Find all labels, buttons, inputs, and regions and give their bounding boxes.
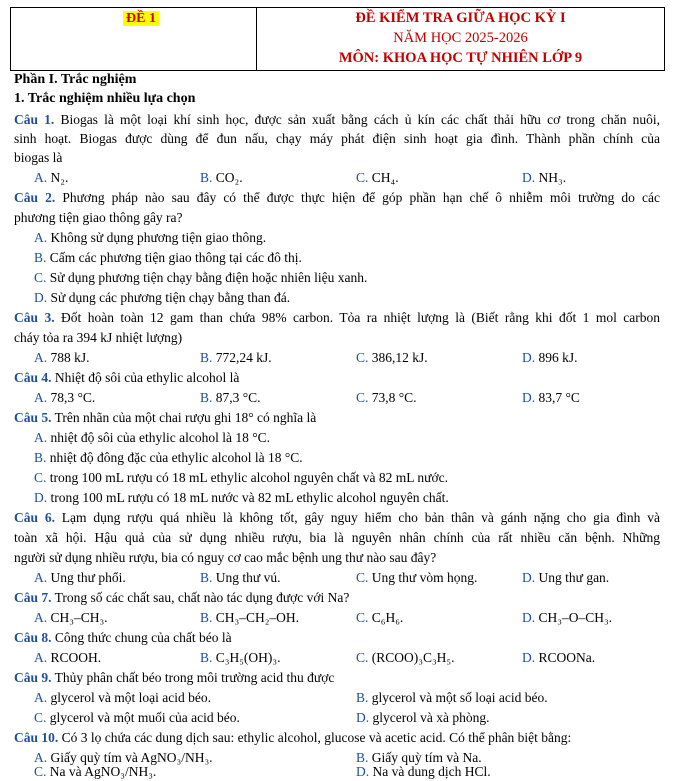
option-letter: A.	[34, 350, 48, 365]
q8-option-a	[34, 649, 101, 667]
q2-option-a	[34, 229, 266, 247]
q7-option-a	[34, 609, 108, 627]
question-number: Câu 3.	[14, 310, 55, 325]
option-letter: B.	[356, 690, 369, 705]
option-letter: B.	[200, 650, 213, 665]
q8-option-c	[356, 649, 455, 667]
option-letter: B.	[200, 170, 213, 185]
q5-option-c	[34, 469, 448, 487]
q1-option-d	[522, 169, 566, 187]
option-text: CH₃–O–CH₃.	[538, 610, 613, 625]
option-letter: A.	[34, 650, 48, 665]
option-text: CO₂.	[215, 170, 243, 185]
option-text: 386,12 kJ.	[371, 350, 428, 365]
q3-option-b	[200, 349, 272, 367]
q10-option-c	[34, 763, 156, 781]
q2-option-d	[34, 289, 290, 307]
option-text: nhiệt độ đông đặc của ethylic alcohol là 18 °C.	[49, 450, 303, 465]
option-letter: D.	[522, 390, 536, 405]
option-letter: A.	[34, 390, 48, 405]
option-letter: B.	[200, 570, 213, 585]
option-letter: D.	[34, 290, 48, 305]
q1-option-a	[34, 169, 68, 187]
option-text: 772,24 kJ.	[215, 350, 272, 365]
option-text: 73,8 °C.	[371, 390, 417, 405]
question-2-line-2: phương tiện giao thông gây ra?	[14, 210, 183, 225]
option-letter: B.	[200, 350, 213, 365]
option-text: nhiệt độ sôi của ethylic alcohol là 18 °C.	[50, 430, 270, 445]
q1-option-c	[356, 169, 399, 187]
question-number: Câu 9.	[14, 670, 52, 685]
q9-option-d	[356, 709, 489, 727]
option-letter: C.	[356, 570, 369, 585]
option-text: Sử dụng các phương tiện chạy bằng than đá.	[50, 290, 291, 305]
q4-option-c	[356, 389, 417, 407]
q2-option-b	[34, 249, 302, 267]
q6-option-b	[200, 569, 280, 587]
q4-option-b	[200, 389, 261, 407]
option-letter: A.	[34, 610, 48, 625]
option-letter: D.	[356, 764, 370, 779]
question-text: Có 3 lọ chứa các dung dịch sau: ethylic alcohol, glucose và acetic acid. Có thể phân biệt bằng:	[61, 730, 572, 745]
option-text: Ung thư vú.	[215, 570, 281, 585]
header-left-cell	[11, 8, 257, 70]
question-3-line-2: cháy tỏa ra 394 kJ nhiệt lượng)	[14, 330, 183, 345]
question-number: Câu 6.	[14, 510, 55, 525]
option-letter: C.	[356, 650, 369, 665]
question-10-line-1	[14, 729, 660, 747]
question-7-line-1	[14, 589, 660, 607]
question-text: Biogas là một loại khí sinh học, được sản xuất bằng cách ủ kín các chất thải hữu cơ trong chăn nuôi,	[60, 112, 660, 127]
question-5-line-1	[14, 409, 660, 427]
option-letter: A.	[34, 430, 48, 445]
option-text: Sử dụng phương tiện chạy bằng điện hoặc nhiên liệu xanh.	[49, 270, 368, 285]
question-text: Trên nhãn của một chai rượu ghi 18° có nghĩa là	[54, 410, 317, 425]
option-letter: D.	[522, 610, 536, 625]
question-1-line-1	[14, 111, 660, 129]
option-text: 83,7 °C	[538, 390, 580, 405]
option-letter: C.	[356, 610, 369, 625]
question-text: Đốt hoàn toàn 12 gam than chứa 98% carbon. Tỏa ra nhiệt lượng là (Biết rằng khi đốt 1 mol carbon	[61, 310, 660, 325]
option-letter: A.	[34, 570, 48, 585]
option-text: glycerol và một loại acid béo.	[50, 690, 211, 705]
question-text: Thủy phân chất béo trong môi trường acid thu được	[54, 670, 335, 685]
header-right-cell	[257, 8, 664, 70]
question-3-line-1	[14, 309, 660, 327]
option-letter: C.	[356, 170, 369, 185]
question-1-line-3: biogas là	[14, 150, 63, 165]
question-6-line-3: người sử dụng nhiều rượu, bia có nguy cơ cao mắc bệnh ung thư nào sau đây?	[14, 550, 437, 565]
question-9-line-1	[14, 669, 660, 687]
exam-code-label: ĐỀ 1	[123, 11, 159, 26]
option-text: Ung thư vòm họng.	[371, 570, 478, 585]
option-letter: D.	[356, 710, 370, 725]
question-text: Phương pháp nào sau đây có thể được thực hiện để góp phần hạn chế ô nhiễm môi trường do các	[62, 190, 660, 205]
option-text: trong 100 mL rượu có 18 mL nước và 82 mL ethylic alcohol nguyên chất.	[50, 490, 449, 505]
section-title: 1. Trắc nghiệm nhiều lựa chọn	[14, 91, 196, 106]
option-letter: D.	[522, 350, 536, 365]
q10-option-d	[356, 763, 491, 781]
option-text: Ung thư phổi.	[50, 570, 126, 585]
option-text: 788 kJ.	[50, 350, 90, 365]
option-text: CH₄.	[371, 170, 399, 185]
option-text: trong 100 mL rượu có 18 mL ethylic alcohol nguyên chất và 82 mL nước.	[49, 470, 448, 485]
option-text: Giấy quỳ tím và Na.	[371, 750, 482, 765]
question-number: Câu 10.	[14, 730, 59, 745]
q5-option-b	[34, 449, 303, 467]
q9-option-a	[34, 689, 211, 707]
option-letter: D.	[522, 170, 536, 185]
question-6-line-2: toàn xã hội. Hậu quả của sử dụng nhiều rượu, bia là nguyên nhân chính của rất nhiều căn bệnh. Những	[14, 530, 660, 545]
option-letter: A.	[34, 170, 48, 185]
q3-option-c	[356, 349, 428, 367]
q7-option-d	[522, 609, 612, 627]
question-4-line-1	[14, 369, 660, 387]
q5-option-a	[34, 429, 270, 447]
q6-option-c	[356, 569, 477, 587]
option-text: 87,3 °C.	[215, 390, 261, 405]
q2-option-c	[34, 269, 367, 287]
question-text: Trong số các chất sau, chất nào tác dụng được với Na?	[54, 590, 350, 605]
option-letter: B.	[34, 250, 47, 265]
q6-option-a	[34, 569, 126, 587]
option-letter: B.	[200, 390, 213, 405]
question-6-line-1	[14, 509, 660, 527]
option-text: Không sử dụng phương tiện giao thông.	[50, 230, 267, 245]
option-letter: B.	[356, 750, 369, 765]
option-text: (RCOO)₃C₃H₅.	[371, 650, 455, 665]
option-letter: C.	[34, 470, 47, 485]
option-letter: C.	[34, 764, 47, 779]
question-text: Công thức chung của chất béo là	[54, 630, 232, 645]
option-letter: C.	[34, 270, 47, 285]
q6-option-d	[522, 569, 609, 587]
option-text: glycerol và một số loại acid béo.	[371, 690, 548, 705]
option-text: Ung thư gan.	[538, 570, 610, 585]
q1-option-b	[200, 169, 243, 187]
question-number: Câu 1.	[14, 112, 55, 127]
option-text: Na và AgNO₃/NH₃.	[49, 764, 157, 779]
question-number: Câu 2.	[14, 190, 56, 205]
option-text: RCOOH.	[50, 650, 102, 665]
q8-option-d	[522, 649, 595, 667]
option-letter: C.	[356, 390, 369, 405]
question-number: Câu 7.	[14, 590, 52, 605]
option-letter: A.	[34, 690, 48, 705]
q7-option-c	[356, 609, 403, 627]
option-letter: A.	[34, 750, 48, 765]
option-letter: B.	[200, 610, 213, 625]
option-letter: D.	[34, 490, 48, 505]
q8-option-b	[200, 649, 281, 667]
option-text: C₆H₆.	[371, 610, 404, 625]
option-text: Na và dung dịch HCl.	[372, 764, 491, 779]
option-text: RCOONa.	[538, 650, 596, 665]
q3-option-d	[522, 349, 578, 367]
question-number: Câu 5.	[14, 410, 52, 425]
exam-title: ĐỀ KIỂM TRA GIỮA HỌC KỲ I	[355, 10, 566, 26]
question-8-line-1	[14, 629, 660, 647]
option-letter: D.	[522, 570, 536, 585]
q7-option-b	[200, 609, 299, 627]
part-title: Phần I. Trắc nghiệm	[14, 72, 137, 87]
q9-option-c	[34, 709, 240, 727]
option-letter: C.	[34, 710, 47, 725]
option-text: Cấm các phương tiện giao thông tại các đô thị.	[49, 250, 302, 265]
question-number: Câu 8.	[14, 630, 52, 645]
option-text: N₂.	[50, 170, 69, 185]
option-text: CH₃–CH₃.	[50, 610, 108, 625]
option-text: glycerol và một muối của acid béo.	[49, 710, 240, 725]
option-letter: D.	[522, 650, 536, 665]
q4-option-a	[34, 389, 95, 407]
question-text: Lạm dụng rượu quá nhiều là không tốt, gây nguy hiểm cho bản thân và gánh nặng cho gia đình và	[61, 510, 660, 525]
option-letter: B.	[34, 450, 47, 465]
option-text: C₃H₅(OH)₃.	[215, 650, 281, 665]
exam-subject: MÔN: KHOA HỌC TỰ NHIÊN LỚP 9	[338, 50, 583, 66]
q3-option-a	[34, 349, 90, 367]
option-letter: A.	[34, 230, 48, 245]
option-text: 896 kJ.	[538, 350, 578, 365]
school-year: NĂM HỌC 2025-2026	[393, 30, 528, 46]
question-text: Nhiệt độ sôi của ethylic alcohol là	[54, 370, 240, 385]
option-text: 78,3 °C.	[50, 390, 96, 405]
q5-option-d	[34, 489, 449, 507]
option-text: NH₃.	[538, 170, 567, 185]
option-text: glycerol và xà phòng.	[372, 710, 490, 725]
option-text: Giấy quỳ tím và AgNO₃/NH₃.	[50, 750, 213, 765]
q4-option-d	[522, 389, 580, 407]
question-number: Câu 4.	[14, 370, 52, 385]
question-1-line-2: sinh hoạt. Biogas được dùng để đun nấu, chạy máy phát điện sinh hoạt gia đình. Thành phần chính của	[14, 131, 660, 146]
option-letter: C.	[356, 350, 369, 365]
q9-option-b	[356, 689, 548, 707]
question-2-line-1	[14, 189, 660, 207]
option-text: CH₃–CH₂–OH.	[215, 610, 300, 625]
exam-header	[10, 7, 665, 71]
